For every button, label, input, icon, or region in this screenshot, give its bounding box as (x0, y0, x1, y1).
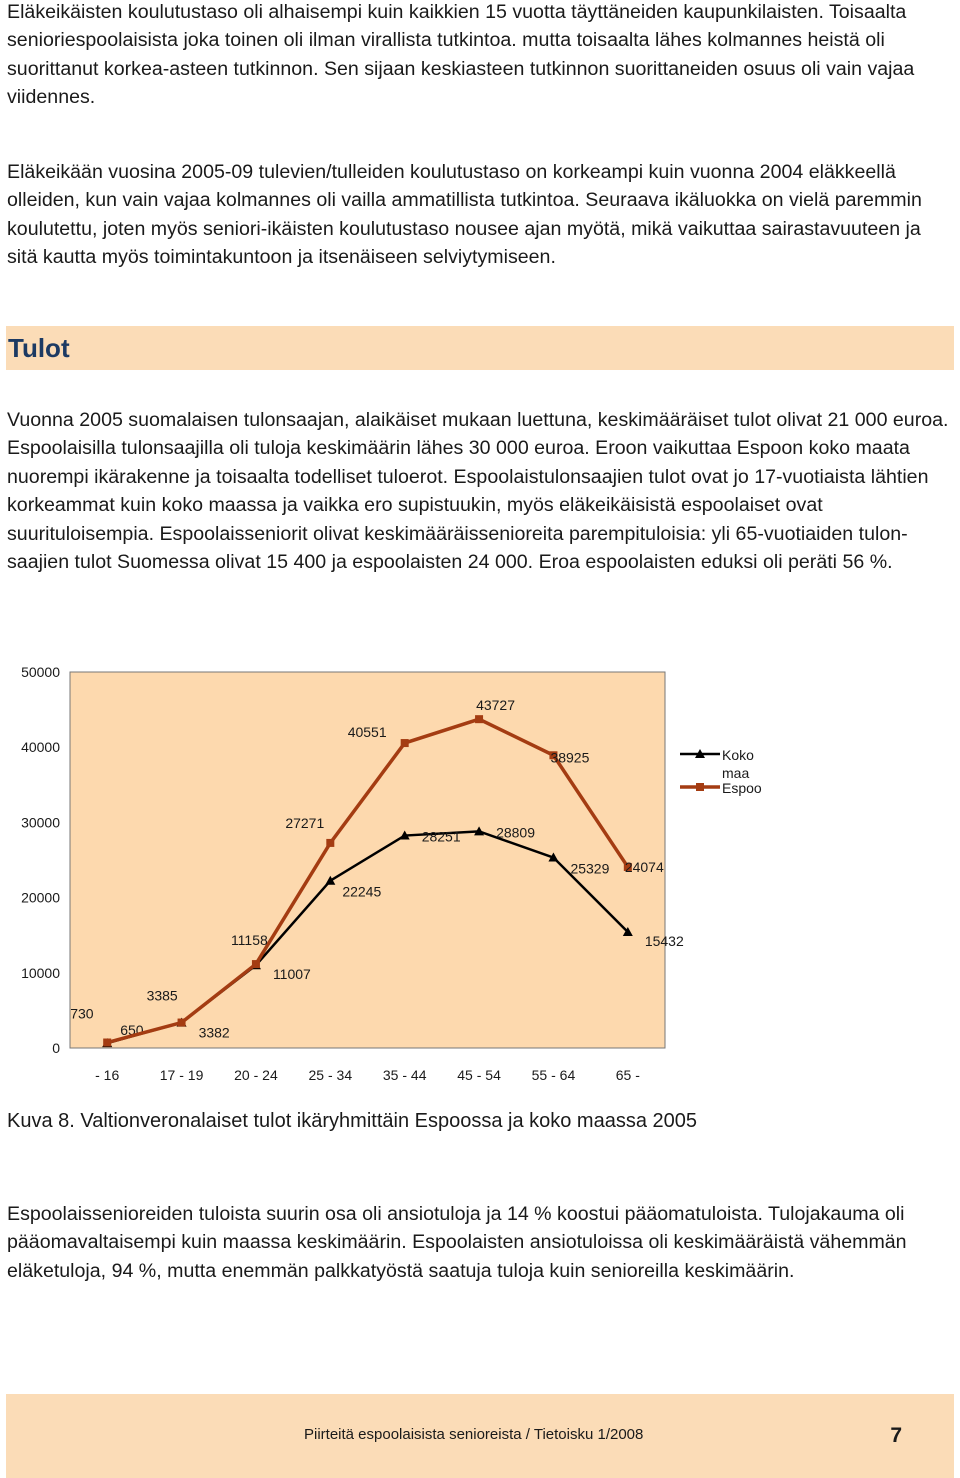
legend-label-koko-maa: Koko maa (722, 747, 754, 781)
y-tick-label: 0 (52, 1040, 60, 1056)
data-label: 40551 (347, 724, 387, 741)
legend-label-espoo: Espoo (722, 780, 762, 796)
data-label: 28251 (421, 828, 461, 845)
x-tick-label: - 16 (95, 1067, 120, 1083)
data-label: 730 (70, 1005, 94, 1022)
paragraph-education-1: Eläkeikäisten koulutustaso oli alhaisempi kuin kaikkien 15 vuotta täyttäneiden kaupunkilaisten. Toisaalta senioriespoolaisista joka toinen oli ilman virallista tutkintoa. mutta toisaalta lähes kolmannes heistä oli suorittanut korkea-asteen tutkinnon. Sen sijaan keskiasteen tutkinnon suorittaneiden osuus oli vain vajaa viidennes. (7, 1, 915, 109)
data-point-espoo (252, 960, 260, 968)
data-point-espoo (178, 1019, 186, 1027)
data-label: 11158 (230, 932, 268, 949)
data-label: 3385 (146, 987, 178, 1004)
data-point-espoo (326, 839, 334, 847)
x-tick-label: 20 - 24 (234, 1067, 278, 1083)
data-label: 25329 (570, 860, 610, 877)
section-title: Tulot (8, 333, 70, 363)
footer-publication: Piirteitä espoolaisista senioreista / Tietoisku 1/2008 (304, 1426, 644, 1443)
data-point-espoo (475, 715, 483, 723)
paragraph-education-2: Eläkeikään vuosina 2005-09 tulevien/tulleiden koulutustaso on korkeampi kuin vuonna 2004 eläkkeellä olleiden, kun vain vajaa kolmannes oli vailla ammatillista tutkintoa. Seuraava ikäluokka on vielä paremmin koulutettu, joten myös seniori-ikäisten koulutustaso nousee ajan myötä, mikä vaikuttaa sairastavuuteen ja sitä kautta myös toimintakuntoon ja itsenäiseen selviytymiseen. (7, 161, 922, 269)
data-label: 15432 (644, 932, 684, 949)
x-tick-label: 17 - 19 (159, 1067, 204, 1083)
data-point-espoo (401, 739, 409, 747)
data-label: 38925 (550, 749, 590, 766)
paragraph-income: Vuonna 2005 suomalaisen tulonsaajan, alaikäiset mukaan luettuna, keskimääräiset tulot olivat 21 000 euroa. Espoolaisilla tulonsaajilla oli tuloja keskimäärin lähes 30 000 euroa. Eroon vaikuttaa Espoon koko maata nuorempi ikärakenne ja toisaalta todelliset tuloerot. Espoolaistulonsaajien tulot ovat jo 17-vuotiaista lähtien korkeammat kuin koko maassa ja vaikka ero supistuukin, myös eläkeikäisistä espoolaiset ovat suurituloisempia. Espoolaisseniorit olivat keskimääräissenioreita parempituloisia: yli 65-vuotiaiden tulonsaajien tulot Suomessa olivat 15 400 ja espoolaisten 24 000. Eroa espoolaisten eduksi oli peräti 56 %. (7, 409, 949, 574)
x-tick-label: 25 - 34 (308, 1067, 353, 1083)
section-header-band (6, 326, 954, 370)
y-tick-label: 40000 (21, 739, 60, 756)
data-label: 3382 (198, 1024, 230, 1041)
paragraph-senior-income: Espoolaissenioreiden tuloista suurin osa oli ansiotuloja ja 14 % koostui pääomatuloista. Tulojakauma oli pääomavaltaisempi kuin maassa keskimäärin. Espoolaisten ansiotuloissa oli keskimääräistä vähemmän eläketuloja, 94 %, mutta enemmän palkkatyöstä saatuja tuloja kuin senioreilla keskimäärin. (7, 1203, 907, 1282)
data-label: 24074 (624, 858, 664, 875)
x-tick-label: 65 - (615, 1067, 640, 1083)
y-tick-label: 30000 (21, 814, 60, 831)
x-tick-label: 45 - 54 (457, 1067, 501, 1083)
page-number: 7 (890, 1424, 902, 1447)
data-label: 28809 (496, 824, 535, 841)
page-footer (6, 1394, 954, 1478)
data-point-espoo (103, 1039, 111, 1047)
data-label: 22245 (342, 883, 382, 900)
data-label: 650 (120, 1022, 144, 1039)
legend-marker-espoo (696, 783, 704, 791)
data-label: 27271 (285, 814, 325, 831)
x-tick-label: 35 - 44 (382, 1067, 427, 1083)
y-tick-label: 10000 (21, 964, 60, 981)
x-tick-label: 55 - 64 (531, 1067, 576, 1083)
y-tick-label: 50000 (21, 664, 60, 680)
data-label: 43727 (476, 697, 515, 714)
income-line-chart (0, 650, 800, 1100)
data-label: 11007 (272, 966, 311, 983)
y-tick-label: 20000 (21, 889, 60, 906)
figure-caption: Kuva 8. Valtionveronalaiset tulot ikäryhmittäin Espoossa ja koko maassa 2005 (7, 1110, 698, 1132)
